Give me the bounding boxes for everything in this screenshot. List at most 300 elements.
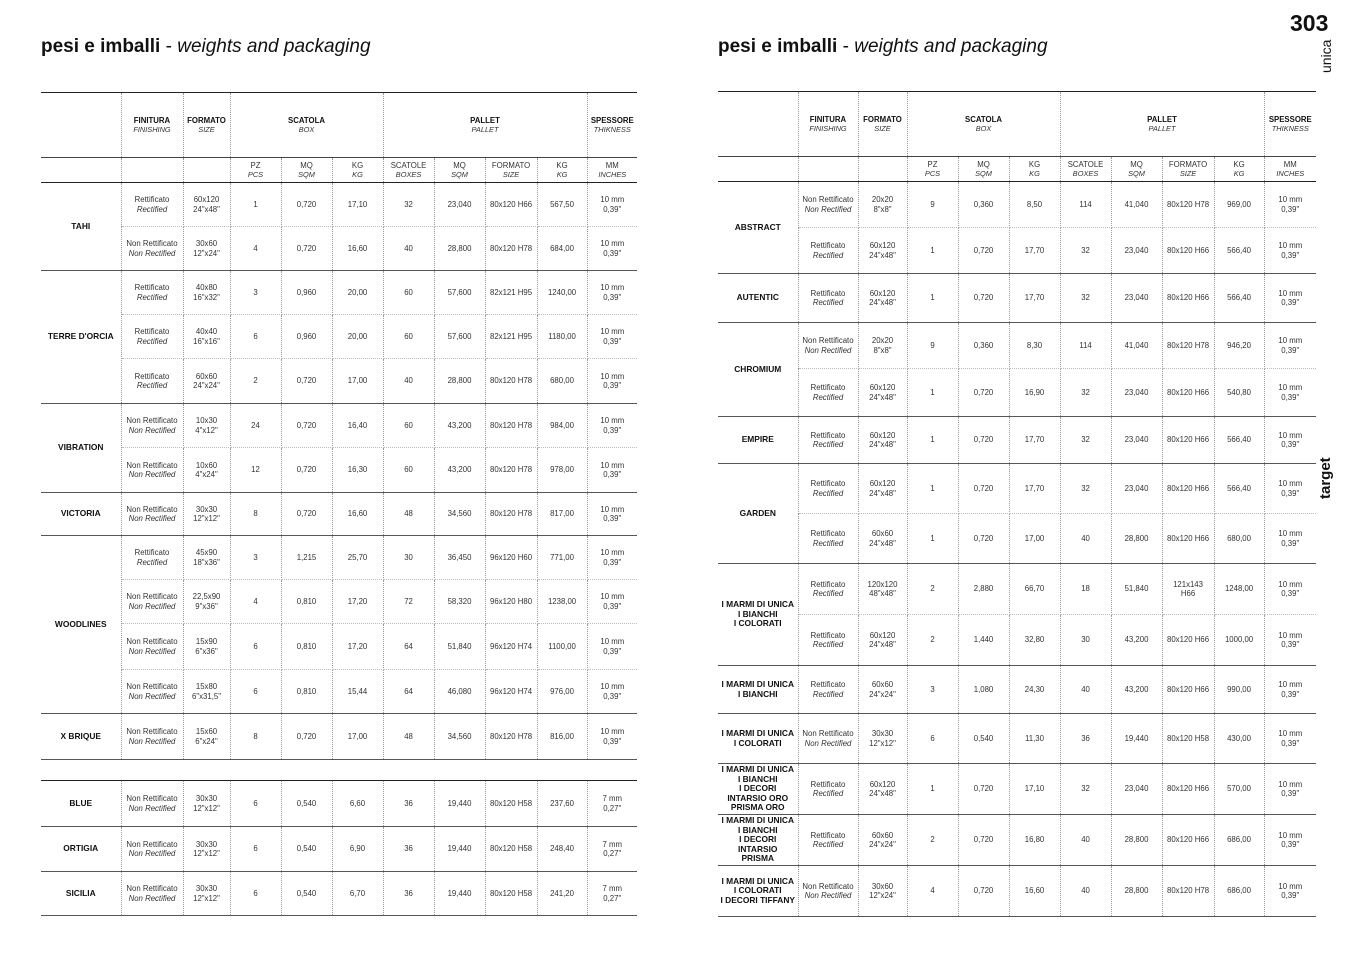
finish-cell: [121, 315, 183, 359]
pallet-sqm-cell: [1111, 714, 1162, 764]
size-cell-text: 24"x48": [869, 440, 896, 449]
size-cell-text: 30x30: [195, 794, 218, 804]
collection-name: [718, 564, 798, 666]
table-row: [718, 228, 1316, 274]
finish-cell: [798, 714, 858, 764]
size-cell: [858, 764, 907, 815]
box-pieces-cell-text: 3: [253, 552, 258, 562]
pallet-size-cell-text: 80x120 H66: [1167, 387, 1210, 397]
size-cell: [183, 493, 230, 536]
pallet-sqm-cell-text: 34,560: [447, 731, 472, 741]
pallet-size-cell-text: 80x120 H66: [1167, 835, 1210, 845]
collection-name: [41, 183, 121, 271]
finish-cell-text: Rettificato: [810, 288, 846, 298]
pallet-sqm-cell: [434, 448, 485, 493]
subheader-blank: [858, 157, 907, 182]
box-sqm-cell-text: 0,720: [296, 420, 317, 430]
pallet-size-cell-text: 80x120 H58: [1167, 733, 1210, 743]
pallet-boxes-cell-text: 30: [404, 552, 413, 562]
pallet-sqm-cell-text: 23,040: [1124, 245, 1149, 255]
collection-name-line: I MARMI DI UNICA: [721, 764, 795, 775]
box-kg-cell-text: 16,60: [1024, 886, 1045, 896]
pallet-boxes-cell: [383, 781, 434, 827]
box-pieces-cell: [230, 359, 281, 404]
pallet-size-cell-text: 82x121 H95: [490, 331, 533, 341]
size-cell-text: 24"x48": [193, 204, 220, 214]
box-kg-cell-text: 17,70: [1024, 293, 1045, 303]
size-cell-text: 20x20: [871, 336, 894, 346]
subheader-pz: PZ PCS: [907, 157, 958, 182]
pallet-boxes-cell: [1060, 615, 1111, 666]
pallet-kg-cell: [537, 271, 587, 315]
size-cell-text: 45x90: [195, 548, 218, 558]
pallet-sqm-cell-text: 19,440: [447, 798, 472, 808]
size-cell-text: 30x30: [195, 504, 218, 514]
pallet-sqm-cell: [1111, 514, 1162, 564]
box-sqm-cell-text: 0,720: [973, 886, 994, 896]
box-kg-cell-text: 17,00: [1024, 533, 1045, 543]
size-cell-text: 12"x24": [869, 891, 896, 900]
box-pieces-cell: [907, 666, 958, 714]
pallet-sqm-cell: [1111, 182, 1162, 228]
thickness-cell-text: 0,39": [603, 514, 622, 523]
thickness-cell: [587, 404, 637, 448]
pallet-kg-cell: [537, 670, 587, 714]
collection-name-line: GARDEN: [739, 507, 776, 518]
collection-name-line: I BIANCHI: [737, 688, 778, 699]
size-cell: [183, 359, 230, 404]
table-row: [41, 872, 637, 916]
table-row: [718, 666, 1316, 714]
pallet-size-cell: [485, 670, 537, 714]
thickness-cell-text: 10 mm: [1278, 430, 1303, 440]
thickness-cell: [587, 271, 637, 315]
size-cell-text: 20x20: [871, 195, 894, 205]
pallet-kg-cell: [1214, 564, 1264, 615]
finish-cell-text: Non Rettificato: [126, 682, 178, 692]
size-cell: [183, 670, 230, 714]
pallet-boxes-cell: [383, 359, 434, 404]
pallet-size-cell-text: 82x121 H95: [490, 287, 533, 297]
pallet-kg-cell: [1214, 417, 1264, 464]
pallet-sqm-cell-text: 58,320: [447, 596, 472, 606]
finish-cell-text: Non Rettificato: [126, 884, 178, 894]
size-cell: [858, 182, 907, 228]
collection-name: [718, 274, 798, 323]
pallet-size-cell-text: 80x120 H78: [490, 243, 533, 253]
pallet-sqm-cell-text: 19,440: [447, 844, 472, 854]
pallet-sqm-cell-text: 43,200: [1124, 684, 1149, 694]
collection-name-line: PRISMA: [741, 853, 775, 864]
size-cell-text: 24"x48": [869, 640, 896, 649]
finish-cell: [121, 781, 183, 827]
thickness-cell-text: 0,39": [1281, 440, 1300, 449]
box-kg-cell-text: 8,30: [1026, 340, 1043, 350]
pallet-sqm-cell-text: 57,600: [447, 287, 472, 297]
pallet-kg-cell: [537, 404, 587, 448]
pallet-size-cell-text: 80x120 H78: [1167, 886, 1210, 896]
finish-cell: [798, 666, 858, 714]
size-cell-text: 12"x12": [193, 803, 220, 813]
pallet-boxes-cell: [383, 624, 434, 670]
box-sqm-cell: [958, 615, 1009, 666]
collection-name-line: I DECORI: [739, 834, 777, 845]
size-cell: [858, 564, 907, 615]
thickness-cell: [587, 781, 637, 827]
thickness-cell-text: 10 mm: [600, 195, 625, 205]
table-row: [41, 183, 637, 227]
collection-name: [718, 464, 798, 564]
pallet-kg-cell: [537, 714, 587, 760]
finish-cell-text: Rettificato: [810, 630, 846, 640]
pallet-kg-cell: [1214, 369, 1264, 417]
pallet-boxes-cell-text: 60: [404, 465, 413, 475]
thickness-cell-text: 0,39": [603, 736, 622, 746]
pallet-sqm-cell-text: 23,040: [1124, 784, 1149, 794]
box-kg-cell: [1009, 464, 1060, 514]
box-sqm-cell: [281, 670, 332, 714]
box-kg-cell-text: 66,70: [1024, 584, 1045, 594]
size-cell-text: 22,5x90: [192, 592, 221, 602]
size-cell-text: 6"x24": [195, 736, 218, 746]
pallet-size-cell-text: 96x120 H60: [490, 552, 533, 562]
box-sqm-cell: [281, 624, 332, 670]
size-cell-text: 8"x8": [873, 204, 892, 214]
pallet-boxes-cell-text: 32: [1081, 784, 1090, 794]
pallet-sqm-cell: [1111, 815, 1162, 866]
collection-name-line: I DECORI: [739, 783, 777, 794]
pallet-kg-cell-text: 817,00: [550, 509, 574, 519]
collection-name: [718, 182, 798, 274]
pallet-kg-cell-text: 1180,00: [548, 331, 576, 341]
size-cell: [858, 866, 907, 917]
pallet-boxes-cell: [1060, 274, 1111, 323]
subheader-pallet-formato: FORMATO SIZE: [1162, 157, 1214, 182]
finish-cell: [798, 764, 858, 815]
pallet-kg-cell: [1214, 815, 1264, 866]
pallet-boxes-cell: [383, 670, 434, 714]
size-cell-text: 40x40: [195, 327, 218, 337]
size-cell: [183, 827, 230, 872]
box-sqm-cell-text: 0,810: [296, 686, 317, 696]
pallet-size-cell: [485, 271, 537, 315]
pallet-kg-cell: [1214, 666, 1264, 714]
spacer-cell: [41, 760, 637, 781]
pallet-sqm-cell: [1111, 464, 1162, 514]
pallet-kg-cell-text: 1238,00: [547, 596, 577, 606]
collection-name-line: TERRE D'ORCIA: [47, 331, 114, 342]
box-sqm-cell-text: 0,540: [296, 844, 317, 854]
collection-name-line: INTARSIO ORO: [727, 792, 789, 803]
subheader-kg: KG KG: [332, 158, 383, 183]
pallet-boxes-cell-text: 36: [1081, 733, 1090, 743]
box-kg-cell: [1009, 815, 1060, 866]
subheader-blank: [183, 158, 230, 183]
box-sqm-cell: [958, 514, 1009, 564]
thickness-cell: [1264, 323, 1316, 369]
finish-cell: [121, 359, 183, 404]
pallet-kg-cell: [537, 781, 587, 827]
pallet-size-cell-text: 80x120 H66: [1167, 483, 1210, 493]
box-sqm-cell: [281, 536, 332, 580]
finish-cell-text: Rettificato: [810, 830, 846, 840]
thickness-cell-text: 10 mm: [1278, 729, 1303, 739]
pallet-sqm-cell: [434, 670, 485, 714]
finish-cell-text: Non Rettificato: [126, 239, 178, 249]
finish-cell: [121, 404, 183, 448]
box-pieces-cell-text: 6: [930, 733, 935, 743]
pallet-boxes-cell-text: 40: [404, 243, 413, 253]
pallet-size-cell-text: 96x120 H80: [490, 596, 533, 606]
thickness-cell: [1264, 417, 1316, 464]
box-kg-cell-text: 11,30: [1025, 733, 1044, 743]
thickness-cell-text: 0,39": [603, 248, 622, 258]
box-sqm-cell: [958, 564, 1009, 615]
box-pieces-cell: [907, 228, 958, 274]
box-sqm-cell-text: 0,810: [296, 641, 317, 651]
pallet-kg-cell: [1214, 464, 1264, 514]
finish-cell-text: Rettificato: [134, 283, 170, 293]
pallet-size-cell: [1162, 182, 1214, 228]
table-row: [718, 714, 1316, 764]
size-cell-text: 60x120: [869, 383, 896, 393]
pallet-sqm-cell-text: 57,600: [447, 331, 472, 341]
pallet-size-cell-text: 80x120 H78: [490, 376, 533, 386]
finish-cell-text: Non Rettificato: [126, 794, 178, 804]
box-pieces-cell: [230, 448, 281, 493]
finish-cell-text: Rettificato: [810, 479, 846, 489]
box-sqm-cell-text: 0,720: [296, 509, 317, 519]
box-kg-cell-text: 17,10: [1024, 784, 1045, 794]
box-sqm-cell: [281, 580, 332, 624]
pallet-boxes-cell: [383, 227, 434, 271]
pallet-sqm-cell-text: 23,040: [447, 199, 472, 209]
box-kg-cell-text: 32,80: [1024, 635, 1045, 645]
box-sqm-cell: [281, 271, 332, 315]
box-kg-cell: [332, 359, 383, 404]
finish-cell: [121, 536, 183, 580]
header-finitura: FINITURA FINISHING: [121, 93, 183, 158]
thickness-cell: [1264, 564, 1316, 615]
thickness-cell-text: 10 mm: [600, 727, 625, 737]
size-cell-text: 60x120: [869, 241, 896, 251]
finish-cell-text: Rectified: [136, 204, 168, 214]
collection-name-line: CHROMIUM: [734, 363, 782, 374]
pallet-size-cell-text: 96x120 H74: [490, 641, 533, 651]
table-row: [41, 359, 637, 404]
collection-name-line: WOODLINES: [54, 618, 107, 629]
box-kg-cell-text: 15,44: [347, 686, 368, 696]
pallet-sqm-cell: [434, 872, 485, 916]
pallet-boxes-cell: [1060, 514, 1111, 564]
thickness-cell-text: 10 mm: [600, 283, 625, 293]
box-kg-cell: [332, 781, 383, 827]
thickness-cell-text: 10 mm: [600, 637, 625, 647]
thickness-cell-text: 0,39": [603, 425, 622, 435]
box-sqm-cell-text: 0,720: [296, 465, 317, 475]
size-cell: [858, 417, 907, 464]
pallet-kg-cell-text: 684,00: [550, 243, 574, 253]
pallet-sqm-cell: [434, 227, 485, 271]
thickness-cell-text: 10 mm: [1278, 630, 1303, 640]
box-sqm-cell-text: 0,720: [973, 435, 994, 445]
pallet-boxes-cell-text: 32: [1081, 435, 1090, 445]
finish-cell-text: Non Rectified: [128, 803, 176, 813]
finish-cell: [121, 448, 183, 493]
pallet-kg-cell-text: 816,00: [550, 731, 574, 741]
collection-name: [41, 827, 121, 872]
size-cell: [183, 872, 230, 916]
box-kg-cell-text: 17,70: [1024, 435, 1045, 445]
box-kg-cell: [1009, 323, 1060, 369]
box-sqm-cell-text: 0,360: [973, 199, 994, 209]
subheader-blank: [41, 158, 121, 183]
pallet-boxes-cell-text: 40: [1081, 886, 1090, 896]
pallet-sqm-cell-text: 23,040: [1124, 387, 1149, 397]
box-sqm-cell: [958, 464, 1009, 514]
box-sqm-cell: [281, 315, 332, 359]
pallet-sqm-cell-text: 19,440: [1124, 733, 1149, 743]
size-cell-text: 15x90: [195, 637, 218, 647]
box-sqm-cell: [958, 369, 1009, 417]
pallet-kg-cell: [1214, 274, 1264, 323]
thickness-cell-text: 7 mm: [602, 884, 623, 894]
thickness-cell: [1264, 369, 1316, 417]
size-cell-text: 60x60: [871, 830, 894, 840]
box-kg-cell: [332, 624, 383, 670]
pallet-kg-cell: [1214, 323, 1264, 369]
subheader-pallet-formato: FORMATO SIZE: [485, 158, 537, 183]
pallet-kg-cell: [1214, 866, 1264, 917]
pallet-sqm-cell: [434, 781, 485, 827]
pallet-sqm-cell-text: 46,080: [447, 686, 472, 696]
left-page-title: pesi e imballi - weights and packaging: [41, 36, 371, 57]
thickness-cell: [587, 714, 637, 760]
pallet-boxes-cell-text: 36: [404, 888, 413, 898]
pallet-boxes-cell-text: 32: [404, 199, 413, 209]
box-pieces-cell-text: 6: [253, 888, 258, 898]
pallet-sqm-cell-text: 28,800: [1124, 533, 1149, 543]
thickness-cell-text: 10 mm: [1278, 288, 1303, 298]
size-cell-text: 10x60: [195, 460, 218, 470]
pallet-boxes-cell-text: 60: [404, 287, 413, 297]
thickness-cell-text: 0,39": [1281, 789, 1300, 798]
pallet-boxes-cell-text: 32: [1081, 483, 1090, 493]
finish-cell-text: Non Rettificato: [802, 729, 854, 739]
box-sqm-cell-text: 2,880: [973, 584, 994, 594]
box-pieces-cell: [230, 670, 281, 714]
box-kg-cell-text: 6,60: [349, 798, 366, 808]
table-row: [41, 624, 637, 670]
box-sqm-cell: [281, 227, 332, 271]
header-formato: FORMATO SIZE: [183, 93, 230, 158]
thickness-cell: [587, 670, 637, 714]
collection-name-line: I MARMI DI UNICA: [721, 599, 795, 610]
size-cell-text: 60x60: [195, 371, 218, 381]
box-sqm-cell-text: 0,720: [296, 199, 317, 209]
finish-cell-text: Non Rectified: [128, 893, 176, 903]
pallet-boxes-cell: [383, 183, 434, 227]
finish-cell-text: Non Rectified: [804, 345, 852, 355]
finish-cell: [798, 866, 858, 917]
finish-cell-text: Non Rectified: [128, 601, 176, 611]
pallet-size-cell-text: 96x120 H74: [490, 686, 533, 696]
pallet-size-cell: [485, 536, 537, 580]
thickness-cell-text: 10 mm: [600, 371, 625, 381]
thickness-cell-text: 10 mm: [1278, 479, 1303, 489]
box-kg-cell-text: 24,30: [1024, 684, 1045, 694]
pallet-boxes-cell: [1060, 182, 1111, 228]
box-pieces-cell-text: 1: [930, 784, 935, 794]
pallet-size-cell: [485, 493, 537, 536]
finish-cell-text: Rettificato: [810, 383, 846, 393]
thickness-cell-text: 0,39": [1281, 589, 1300, 598]
pallet-sqm-cell-text: 28,800: [1124, 886, 1149, 896]
subheader-mm: MM INCHES: [587, 158, 637, 183]
size-cell-text: 60x120: [869, 479, 896, 489]
size-cell-text: 30x60: [195, 239, 218, 249]
size-cell: [183, 580, 230, 624]
header-finitura: FINITURA FINISHING: [798, 92, 858, 157]
box-pieces-cell: [907, 274, 958, 323]
pallet-size-cell: [1162, 274, 1214, 323]
finish-cell-text: Rectified: [812, 392, 844, 402]
finish-cell-text: Non Rectified: [804, 891, 852, 900]
box-kg-cell: [332, 448, 383, 493]
box-sqm-cell-text: 0,540: [296, 888, 317, 898]
size-cell: [858, 323, 907, 369]
box-sqm-cell-text: 0,960: [296, 287, 317, 297]
box-pieces-cell: [907, 815, 958, 866]
thickness-cell-text: 0,27": [603, 803, 622, 813]
box-kg-cell-text: 8,50: [1026, 199, 1043, 209]
box-kg-cell-text: 25,70: [347, 552, 368, 562]
collection-name-line: I DECORI TIFFANY: [720, 894, 795, 905]
finish-cell-text: Rettificato: [810, 529, 846, 539]
pallet-size-cell-text: 80x120 H66: [1167, 293, 1210, 303]
thickness-cell: [1264, 615, 1316, 666]
size-cell-text: 60x120: [193, 195, 220, 205]
finish-cell: [798, 182, 858, 228]
box-kg-cell: [332, 536, 383, 580]
box-sqm-cell: [958, 182, 1009, 228]
box-kg-cell-text: 16,80: [1024, 835, 1045, 845]
collection-name-line: ABSTRACT: [734, 221, 781, 232]
box-kg-cell-text: 17,70: [1024, 245, 1045, 255]
box-sqm-cell: [958, 323, 1009, 369]
thickness-cell-text: 0,27": [603, 893, 622, 903]
pallet-kg-cell: [537, 536, 587, 580]
pallet-sqm-cell-text: 28,800: [447, 376, 472, 386]
finish-cell-text: Non Rectified: [128, 646, 176, 656]
box-sqm-cell: [281, 827, 332, 872]
pallet-kg-cell-text: 1100,00: [548, 641, 576, 651]
finish-cell-text: Non Rettificato: [126, 460, 178, 470]
pallet-size-cell: [485, 448, 537, 493]
box-kg-cell-text: 17,20: [347, 641, 368, 651]
thickness-cell-text: 10 mm: [1278, 830, 1303, 840]
size-cell-text: 16"x32": [193, 292, 220, 302]
pallet-sqm-cell: [434, 624, 485, 670]
table-row: [41, 227, 637, 271]
table-row: [41, 536, 637, 580]
size-cell-text: 4"x24": [195, 470, 218, 479]
collection-name-line: I COLORATI: [733, 737, 782, 748]
collection-name-line: ORTIGIA: [63, 843, 99, 854]
box-pieces-cell-text: 1: [930, 435, 935, 445]
box-pieces-cell-text: 6: [253, 844, 258, 854]
pallet-sqm-cell: [434, 714, 485, 760]
